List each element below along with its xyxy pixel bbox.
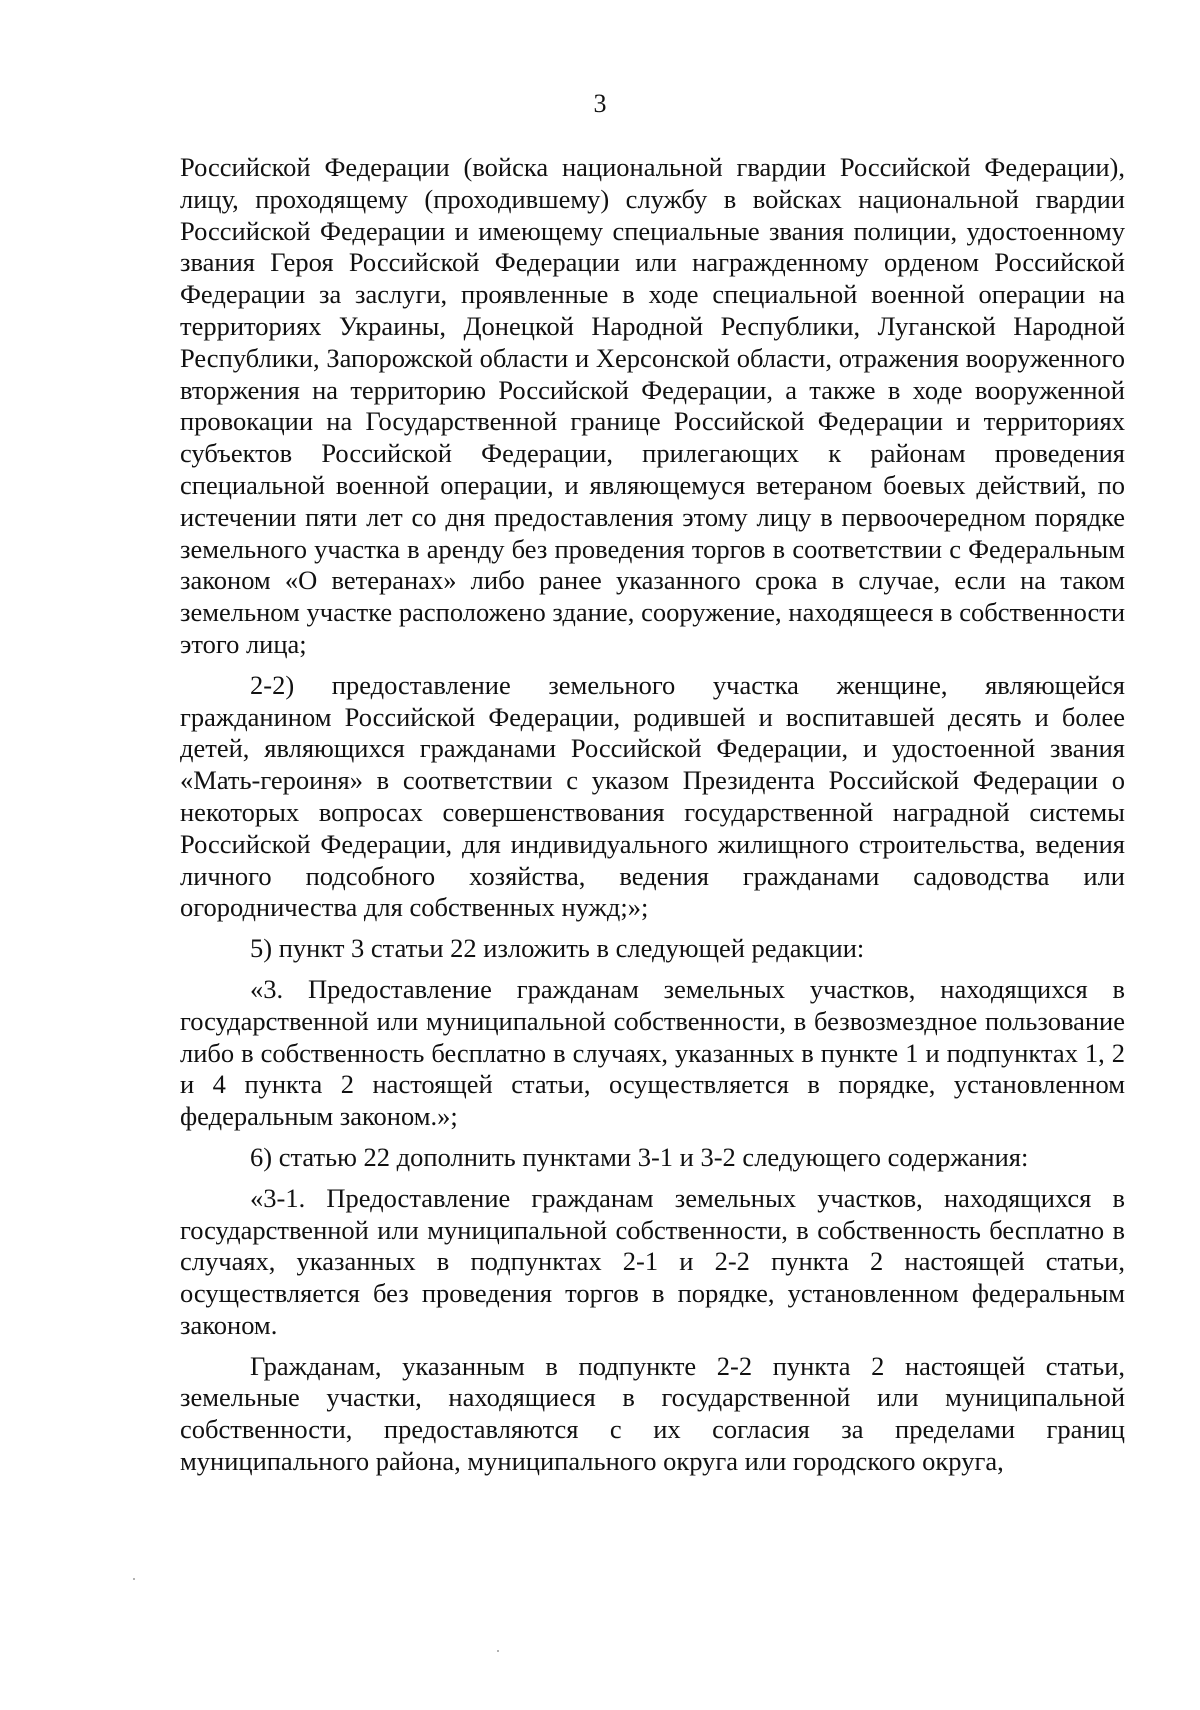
paragraph-item-2-2: 2-2) предоставление земельного участка женщине, являющейся гражданином Российской Федерации, родившей и воспитавшей десять и более детей, являющихся гражданами Российской Федерации, и удостоенной звания «Мать-героиня» в соответствии с указом Президента Российской Федерации о некоторых вопросах совершенствования государственной наградной системы Российской Федерации, для индивидуального жилищного строительства, ведения личного подсобного хозяйства, ведения гражданами садоводства или огородничества для собственных нужд;»; xyxy=(180,669,1125,923)
paragraph-clause-3-1: «3-1. Предоставление гражданам земельных участков, находящихся в государственной или муниципальной собственности, в собственность бесплатно в случаях, указанных в подпунктах 2-1 и 2-2 пункта 2 настоящей статьи, осуществляется без проведения торгов в порядке, установленном федеральным законом. xyxy=(180,1182,1125,1340)
paragraph-clause-3-1-continued: Гражданам, указанным в подпункте 2-2 пункта 2 настоящей статьи, земельные участки, находящиеся в государственной или муниципальной собственности, предоставляются с их согласия за пределами границ муниципального района, муниципального округа или городского округа, xyxy=(180,1350,1125,1477)
page-number: 3 xyxy=(593,89,607,118)
document-body xyxy=(180,152,1125,1487)
paragraph-item-6: 6) статью 22 дополнить пунктами 3-1 и 3-2 следующего содержания: xyxy=(250,1141,1029,1172)
paragraph-continuation: Российской Федерации (войска национальной гвардии Российской Федерации), лицу, проходящему (проходившему) службу в войсках национальной гвардии Российской Федерации и имеющему специальные звания полиции, удостоенному звания Героя Российской Федерации или награжденному орденом Российской Федерации за заслуги, проявленные в ходе специальной военной операции на территориях Украины, Донецкой Народной Республики, Луганской Народной Республики, Запорожской области и Херсонской области, отражения вооруженного вторжения на территорию Российской Федерации, а также в ходе вооруженной провокации на Государственной границе Российской Федерации и территориях субъектов Российской Федерации, прилегающих к районам проведения специальной военной операции, и являющемуся ветераном боевых действий, по истечении пяти лет со дня предоставления этому лицу в первоочередном порядке земельного участка в аренду без проведения торгов в соответствии с Федеральным законом «О ветеранах» либо ранее указанного срока в случае, если на таком земельном участке расположено здание, сооружение, находящееся в собственности этого лица; xyxy=(180,152,1125,659)
paragraph-item-5: 5) пункт 3 статьи 22 изложить в следующей редакции: xyxy=(250,933,865,964)
scan-speck xyxy=(133,1578,135,1580)
paragraph-clause-3: «3. Предоставление гражданам земельных участков, находящихся в государственной или муниципальной собственности, в безвозмездное пользование либо в собственность бесплатно в случаях, указанных в пункте 1 и подпунктах 1, 2 и 4 пункта 2 настоящей статьи, осуществляется в порядке, установленном федеральным законом.»; xyxy=(180,973,1125,1132)
scan-speck xyxy=(497,1650,499,1652)
